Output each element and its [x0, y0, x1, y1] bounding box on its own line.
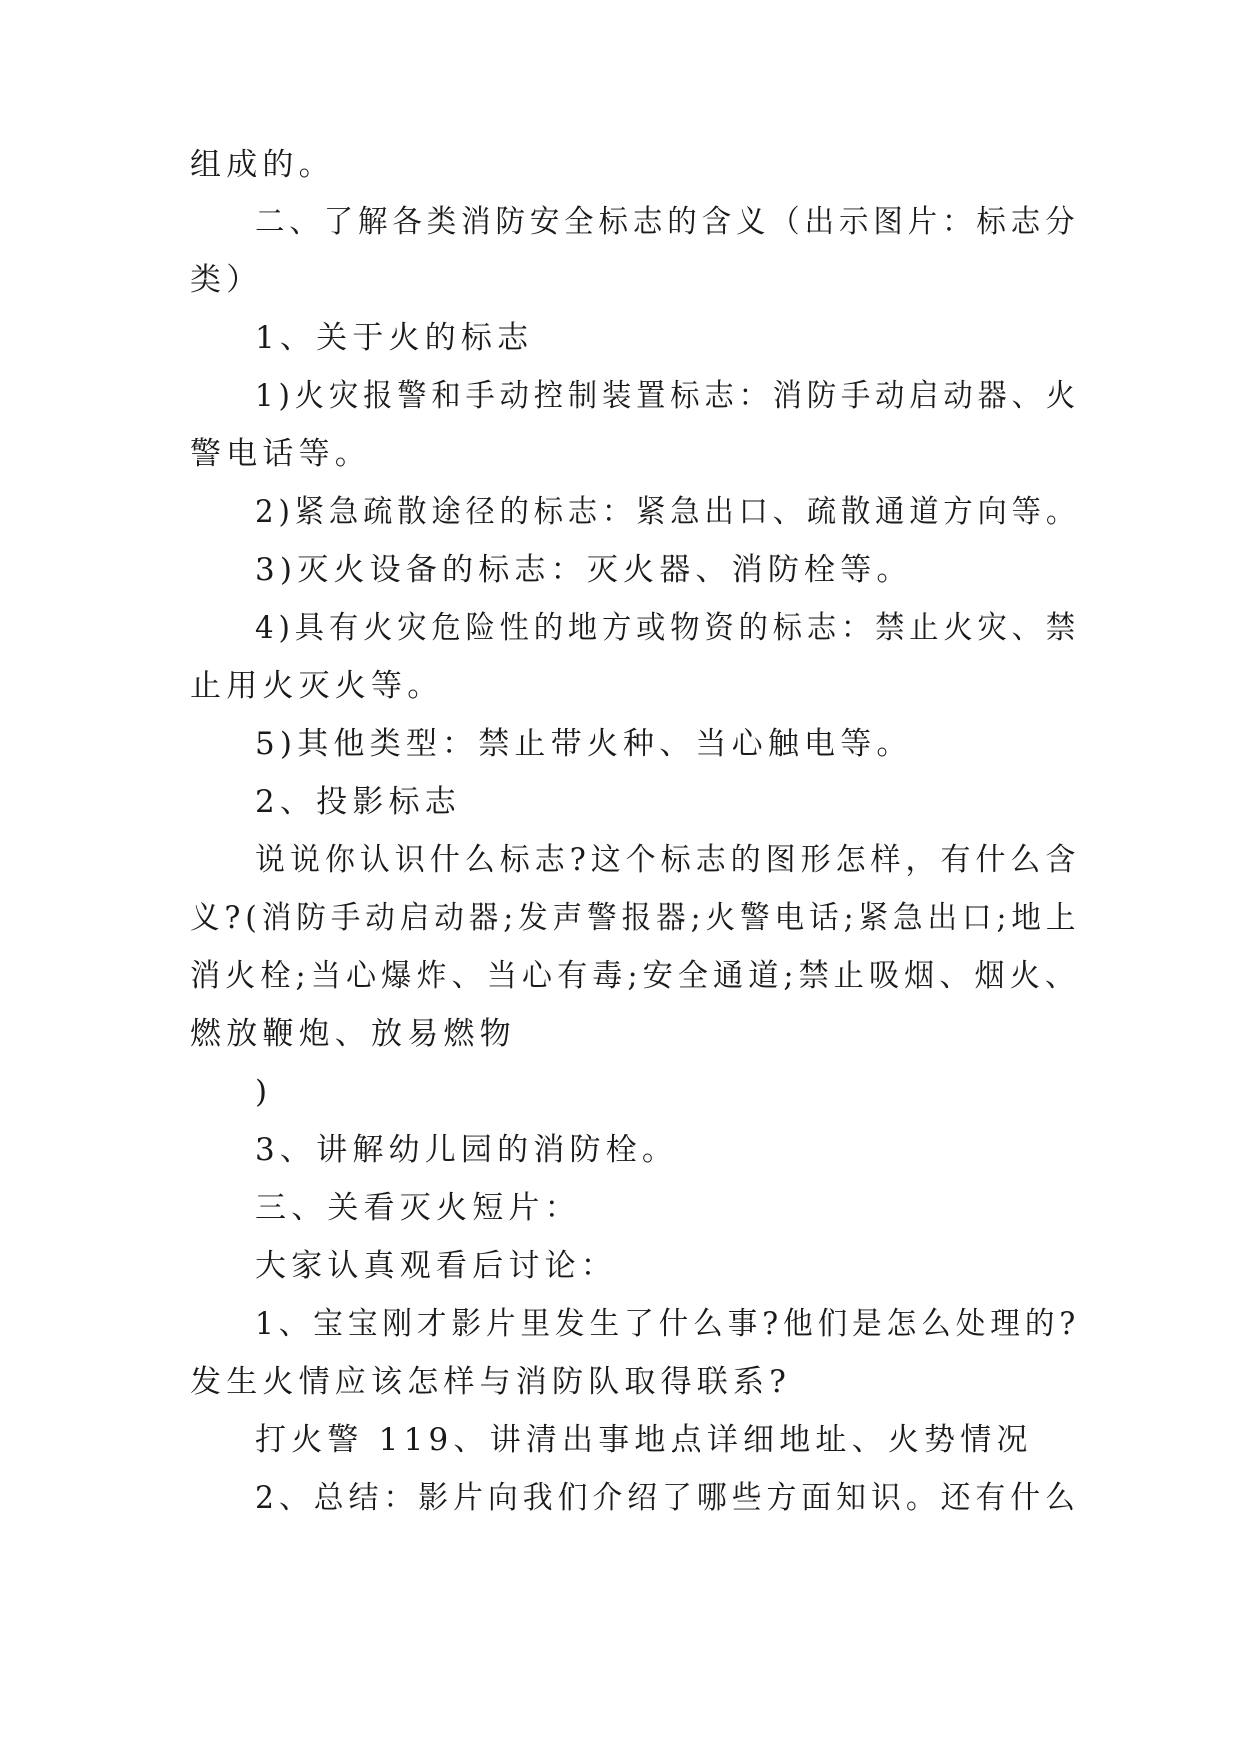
text-line: 义?(消防手动启动器;发声警报器;火警电话;紧急出口;地上 — [190, 900, 1081, 936]
text-line: 3)灭火设备的标志：灭火器、消防栓等。 — [255, 552, 913, 588]
text-line: 打火警 119、讲清出事地点详细地址、火势情况 — [255, 1422, 1033, 1458]
section-heading: 二、了解各类消防安全标志的含义（出示图片：标志分 — [255, 204, 1080, 240]
text-line: 4)具有火灾危险性的地方或物资的标志：禁止火灾、禁 — [255, 610, 1080, 646]
subsection-heading: 3、讲解幼儿园的消防栓。 — [255, 1132, 679, 1168]
text-line: 止用火灭火等。 — [190, 668, 444, 704]
text-line: 类） — [190, 262, 263, 298]
text-line: 消火栓;当心爆炸、当心有毒;安全通道;禁止吸烟、烟火、 — [190, 958, 1081, 994]
text-line: 说说你认识什么标志?这个标志的图形怎样，有什么含 — [255, 842, 1081, 878]
text-line: 2、总结：影片向我们介绍了哪些方面知识。还有什么 — [255, 1480, 1080, 1516]
section-heading: 三、关看灭火短片： — [255, 1190, 581, 1226]
text-line: 组成的。 — [190, 147, 335, 183]
text-line: 1、宝宝刚才影片里发生了什么事?他们是怎么处理的? — [255, 1306, 1081, 1342]
text-line: ) — [255, 1074, 273, 1110]
text-line: 5)其他类型：禁止带火种、当心触电等。 — [255, 726, 913, 762]
subsection-heading: 2、投影标志 — [255, 784, 461, 820]
text-line: 2)紧急疏散途径的标志：紧急出口、疏散通道方向等。 — [255, 494, 1080, 530]
text-line: 大家认真观看后讨论： — [255, 1248, 617, 1284]
text-line: 警电话等。 — [190, 436, 371, 472]
subsection-heading: 1、关于火的标志 — [255, 320, 534, 356]
text-line: 发生火情应该怎样与消防队取得联系? — [190, 1364, 792, 1400]
text-line: 1)火灾报警和手动控制装置标志：消防手动启动器、火 — [255, 378, 1080, 414]
text-line: 燃放鞭炮、放易燃物 — [190, 1016, 516, 1052]
